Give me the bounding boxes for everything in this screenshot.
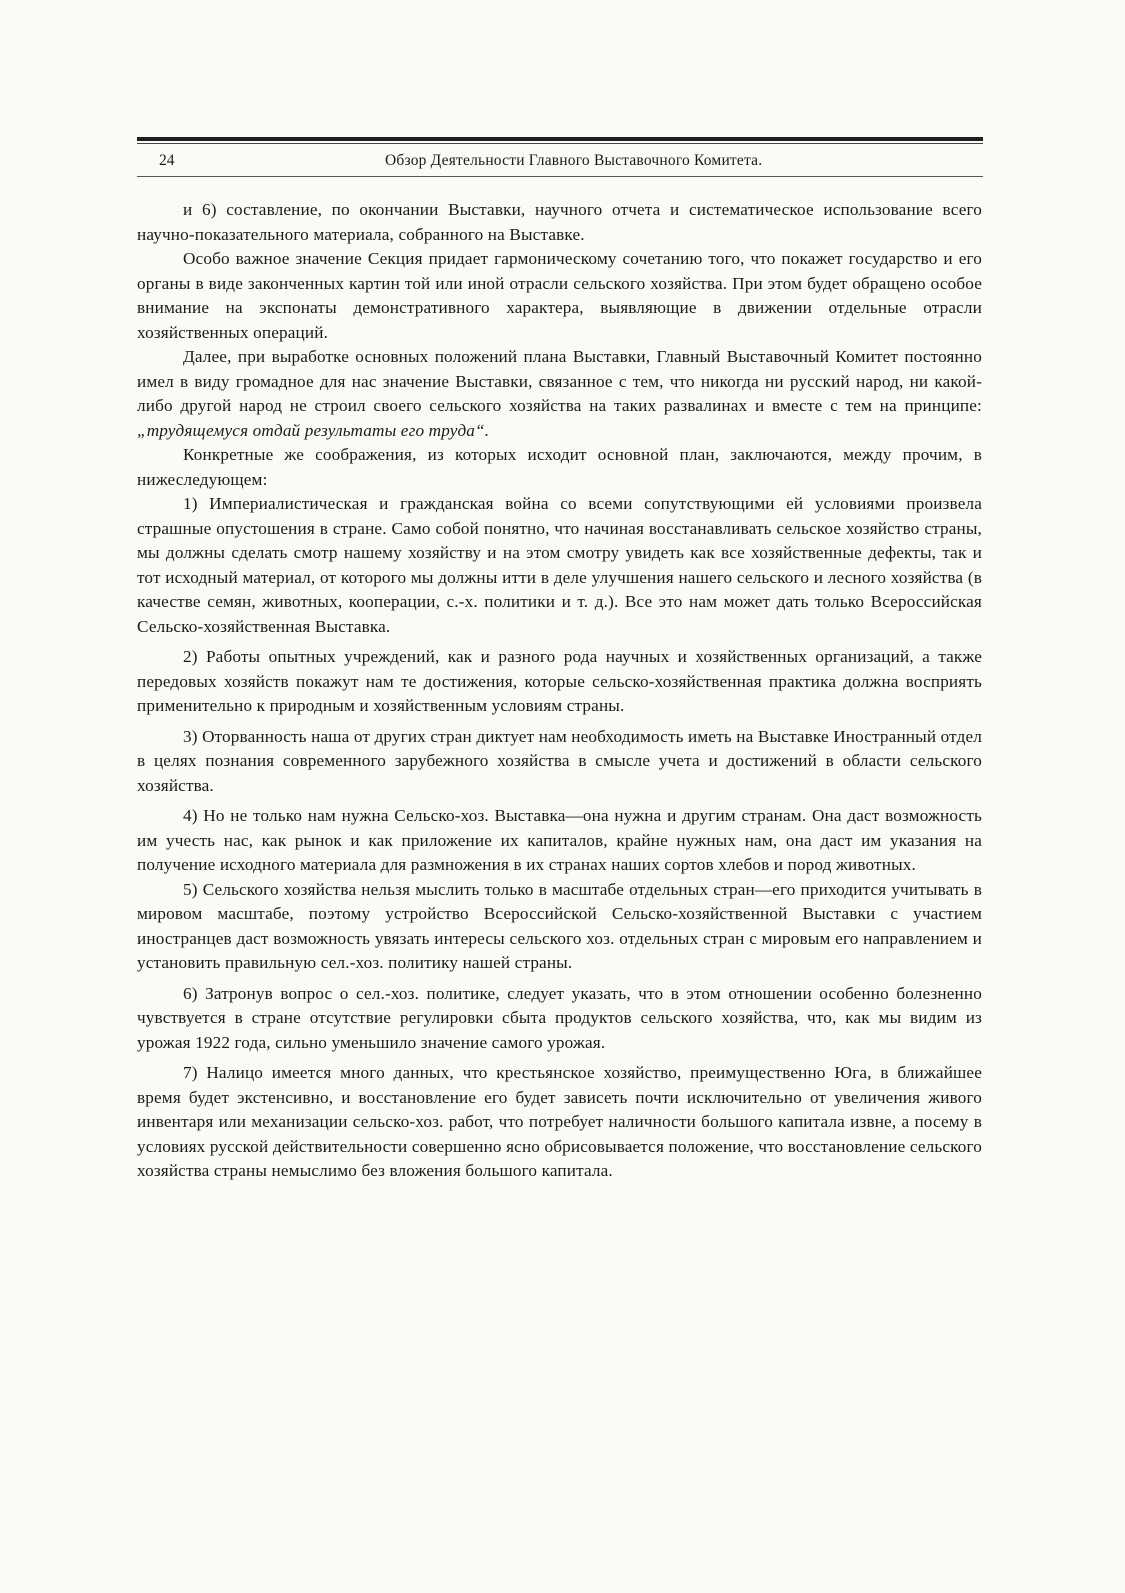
point-6: 6) Затронув вопрос о сел.-хоз. политике, следует указать, что в этом отношении особенно болезненно чувствуется в стране отсутствие регулировки сбыта продуктов сельского хозяйства, что, как мы видим из урожая 1922 года, сильно уменьшило значение самого урожая. (137, 983, 982, 1052)
point-3: 3) Оторванность наша от других стран диктует нам необходимость иметь на Выставке Иностранный отдел в целях познания современного зарубежного хозяйства в смысле учета и достижений в области сельского хозяйства. (137, 726, 982, 795)
page-number: 24 (159, 152, 175, 169)
paragraph-4: Конкретные же соображения, из которых исходит основной план, заключаются, между прочим, в нижеследующем: (137, 445, 982, 489)
body-text (137, 198, 982, 1184)
running-header (137, 150, 983, 172)
slogan-quote: „трудящемуся отдай результаты его труда“. (137, 420, 490, 440)
running-title: Обзор Деятельности Главного Выставочного Комитета. (385, 152, 763, 169)
header-rule-bottom (137, 176, 983, 177)
header-rule-thin (137, 143, 983, 144)
header-rule-thick (137, 137, 983, 141)
point-7: 7) Налицо имеется много данных, что крестьянское хозяйство, преимущественно Юга, в ближайшее время будет экстенсивно, и восстановление его будет зависеть почти исключительно от увеличения живого инвентаря или механизации сельско-хоз. работ, что потребует наличности большого капитала извне, а посему в условиях русской действительности совершенно ясно обрисовывается положение, что восстановление сельского хозяйства страны немыслимо без вложения большого капитала. (137, 1063, 982, 1180)
paragraph-1: и 6) составление, по окончании Выставки, научного отчета и систематическое использование всего научно-показательного материала, собранного на Выставке. (137, 200, 982, 244)
point-2: 2) Работы опытных учреждений, как и разного рода научных и хозяйственных организаций, а также передовых хозяйств покажут нам те достижения, которые сельско-хозяйственная практика должна восприять применительно к природным и хозяйственным условиям страны. (137, 647, 982, 715)
point-4: 4) Но не только нам нужна Сельско-хоз. Выставка—она нужна и другим странам. Она даст возможность им учесть нас, как рынок и как приложение их капиталов, крайне нужных нам, она даст им указания на получение исходного материала для размножения в их странах наших сортов хлебов и пород животных. (137, 806, 982, 874)
paragraph-3: Далее, при выработке основных положений плана Выставки, Главный Выставочный Комитет постоянно имел в виду громадное для нас значение Выставки, связанное с тем, что никогда ни русский народ, ни какой-либо другой народ не строил своего сельского хозяйства на таких развалинах и вместе с тем на принципе: „трудящемуся отдай результаты его труда“. (137, 347, 982, 440)
point-1: 1) Империалистическая и гражданская война со всеми сопутствующими ей условиями произвела страшные опустошения в стране. Само собой понятно, что начиная восстанавливать сельское хозяйство страны, мы должны сделать смотр нашему хозяйству и на этом смотру увидеть как все хозяйственные дефекты, так и тот исходный материал, от которого мы должны итти в деле улучшения нашего сельского и лесного хозяйства (в качестве семян, животных, кооперации, с.-х. политики и т. д.). Все это нам может дать только Всероссийская Сельско-хозяйственная Выставка. (137, 494, 982, 636)
paragraph-2: Особо важное значение Секция придает гармоническому сочетанию того, что покажет государство и его органы в виде законченных картин той или иной отрасли сельского хозяйства. При этом будет обращено особое внимание на экспонаты демонстративного характера, выявляющие в движении отдельные отрасли хозяйственных операций. (137, 249, 982, 342)
point-5: 5) Сельского хозяйства нельзя мыслить только в масштабе отдельных стран—его приходится учитывать в мировом масштабе, поэтому устройство Всероссийской Сельско-хозяйственной Выставки с участием иностранцев даст возможность увязать интересы сельского хоз. отдельных стран с мировым его направлением и установить правильную сел.-хоз. политику нашей страны. (137, 879, 982, 972)
